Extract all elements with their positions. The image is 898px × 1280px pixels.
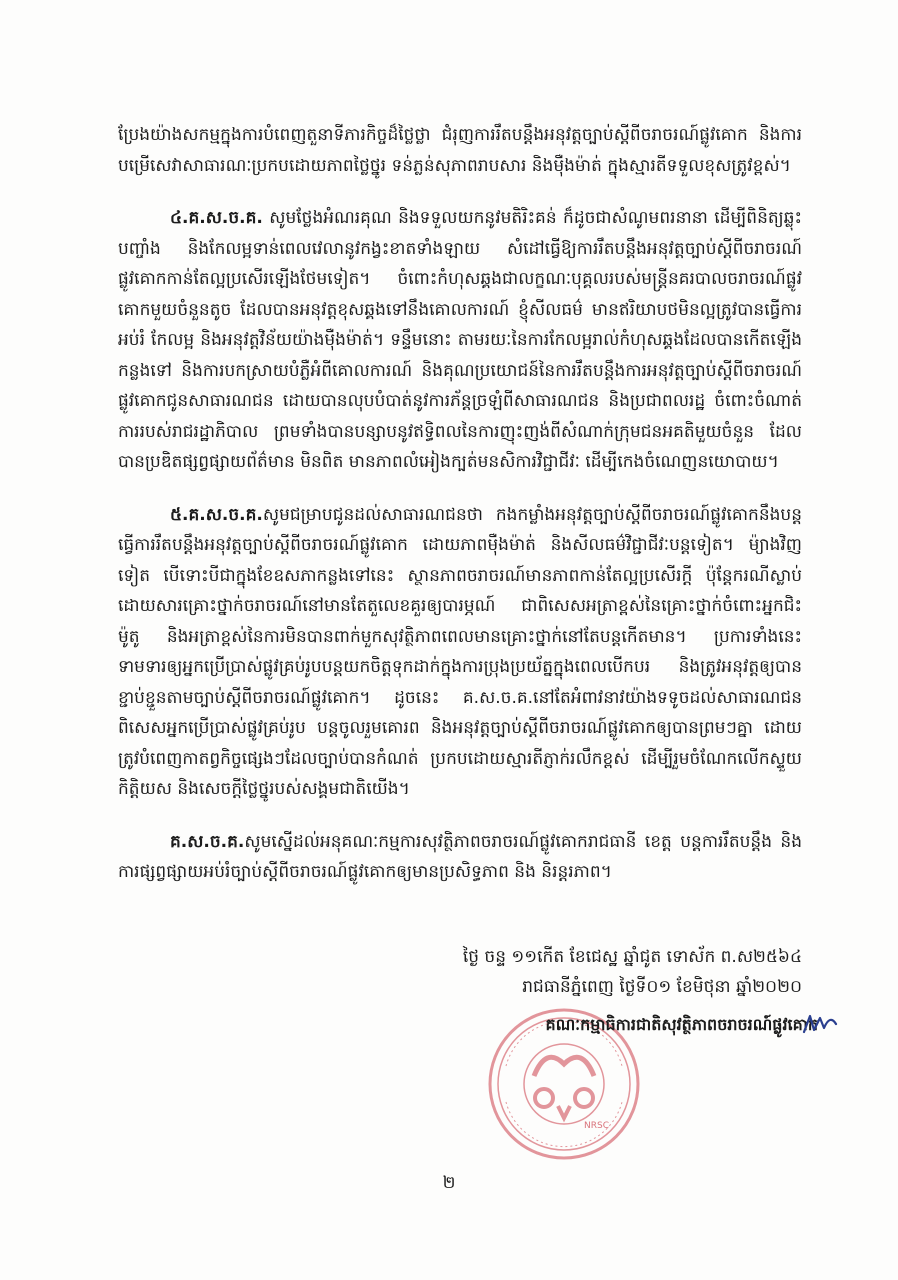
issuing-organization: គណៈកម្មាធិការជាតិសុវត្ថិភាពចរាចរណ៍ផ្លូវគោក bbox=[545, 1015, 818, 1034]
paragraph-4 bbox=[118, 203, 802, 478]
document-body bbox=[118, 120, 802, 910]
seal-abbrev: NRSC bbox=[584, 1121, 609, 1131]
date-block bbox=[382, 942, 802, 1002]
paragraph-lead: ៥.គ.ស.ច.គ. bbox=[170, 504, 263, 525]
page-number: ២ bbox=[442, 1173, 456, 1193]
paragraph-lead: គ.ស.ច.គ. bbox=[170, 831, 245, 852]
paragraph-intro bbox=[118, 120, 802, 181]
paragraph-text: សូមថ្លែងអំណរគុណ និងទទួលយកនូវមតិរិះគន់ ក៏ដូចជាសំណូមពរនានា ដើម្បីពិនិត្យឆ្លុះបញ្ចាំង និងកែលម្អទាន់ពេលវេលានូវកង្វះខាតទាំងឡាយ សំដៅធ្វើឱ្យការរឹតបន្តឹងអនុវត្តច្បាប់ស្ដីពីចរាចរណ៍ផ្លូវគោកកាន់តែល្អប្រសើរឡើងថែមទៀត។ ចំពោះកំហុសឆ្គងជាលក្ខណៈបុគ្គលរបស់មន្ត្រីនគរបាលចរាចរណ៍ផ្លូវគោកមួយចំនួនតូច ដែលបានអនុវត្តខុសឆ្គងទៅនឹងគោលការណ៍ ខ្ញុំសីលធម៌ មានឥរិយាបថមិនល្អត្រូវបានធ្វើការអប់រំ កែលម្អ និងអនុវត្តវិន័យយ៉ាងម៉ឺងម៉ាត់។ ទន្ទឹមនោះ តាមរយៈនៃការកែលម្អរាល់កំហុសឆ្គងដែលបានកើតឡើងកន្លងទៅ និងការបកស្រាយបំភ្លឺអំពីគោលការណ៍ និងគុណប្រយោជន៍នៃការរឹតបន្តឹងការអនុវត្តច្បាប់ស្ដីពីចរាចរណ៍ផ្លូវគោកជូនសាធារណជន ដោយបានលុបបំបាត់នូវការភ័ន្តច្រឡំពីសាធារណជន និងប្រជាពលរដ្ឋ ចំពោះចំណាត់ការរបស់រាជរដ្ឋាភិបាល ព្រមទាំងបានបន្សាបនូវឥទ្ធិពលនៃការញុះញង់ពីសំណាក់ក្រុមជនអគតិមួយចំនួន ដែលបានប្រឌិតផ្សព្វផ្សាយព័ត៌មាន មិនពិត មានភាពលំអៀងក្បត់មនសិការវិជ្ជាជីវៈ ដើម្បីកេងចំណេញនយោបាយ។ bbox=[118, 208, 802, 472]
place-date: រាជធានីភ្នំពេញ ថ្ងៃទី០១ ខែមិថុនា ឆ្នាំ២០២០ bbox=[522, 977, 802, 997]
paragraph-text: ប្រែងយ៉ាងសកម្មក្នុងការបំពេញតួនាទីភារកិច្ចដ៏ថ្លៃថ្លា ជំរុញការរឹតបន្តឹងអនុវត្តច្បាប់ស្ដីពីចរាចរណ៍ផ្លូវគោក និងការបម្រើសេវាសាធារណៈប្រកបដោយភាពថ្លៃថ្នូរ ទន់ភ្លន់សុភាពរាបសារ និងម៉ឺងម៉ាត់ ក្នុងស្មារតីទទួលខុសត្រូវខ្ពស់។ bbox=[118, 125, 802, 176]
lunar-date: ថ្ងៃ ចន្ទ ១១កើត ខែជេស្ឋ ឆ្នាំជូត ទោស័ក ព.ស២៥៦៤ bbox=[462, 947, 802, 967]
paragraph-lead: ៤.គ.ស.ច.គ. bbox=[170, 208, 263, 228]
paragraph-5 bbox=[118, 500, 802, 805]
paragraph-closing bbox=[118, 827, 802, 888]
paragraph-text: សូមស្នើដល់អនុគណៈកម្មការសុវត្ថិភាពចរាចរណ៍ផ្លូវគោករាជធានី ខេត្ត បន្តការរឹតបន្តឹង និងការផ្សព្វផ្សាយអប់រំច្បាប់ស្ដីពីចរាចរណ៍ផ្លូវគោកឲ្យមានប្រសិទ្ធភាព និង និរន្តរភាព។ bbox=[118, 831, 802, 882]
paragraph-text: សូមជម្រាបជូនដល់សាធារណជនថា កងកម្លាំងអនុវត្តច្បាប់ស្ដីពីចរាចរណ៍ផ្លូវគោកនឹងបន្តធ្វើការរឹតបន្តឹងអនុវត្តច្បាប់ស្ដីពីចរាចរណ៍ផ្លូវគោក ដោយភាពម៉ឺងម៉ាត់ និងសីលធម៌វិជ្ជាជីវៈបន្តទៀត។ ម៉្យាងវិញទៀត បើទោះបីជាក្នុងខែឧសភាកន្លងទៅនេះ ស្ថានភាពចរាចរណ៍មានភាពកាន់តែល្អប្រសើរក្ដី ប៉ុន្តែករណីស្លាប់ដោយសារគ្រោះថ្នាក់ចរាចរណ៍នៅមានតែតួលេខគួរឲ្យបារម្ភណ៍ ជាពិសេសអត្រាខ្ពស់នៃគ្រោះថ្នាក់ចំពោះអ្នកជិះម៉ូតូ និងអត្រាខ្ពស់នៃការមិនបានពាក់មួកសុវត្ថិភាពពេលមានគ្រោះថ្នាក់នៅតែបន្តកើតមាន។ ប្រការទាំងនេះ ទាមទារឲ្យអ្នកប្រើប្រាស់ផ្លូវគ្រប់រូបបន្តយកចិត្តទុកដាក់ក្នុងការប្រុងប្រយ័ត្នក្នុងពេលបើកបរ និងត្រូវអនុវត្តឲ្យបានខ្ជាប់ខ្ជួនតាមច្បាប់ស្ដីពីចរាចរណ៍ផ្លូវគោក។ ដូចនេះ គ.ស.ច.គ.នៅតែអំពាវនាវយ៉ាងទទូចដល់សាធារណជន ពិសេសអ្នកប្រើប្រាស់ផ្លូវគ្រប់រូប បន្តចូលរួមគោរព និងអនុវត្តច្បាប់ស្ដីពីចរាចរណ៍ផ្លូវគោកឲ្យបានព្រមៗគ្នា ដោយត្រូវបំពេញកាតព្វកិច្ចផ្សេងៗដែលច្បាប់បានកំណត់ ប្រកបដោយស្មារតីភ្ញាក់រលឹកខ្ពស់ ដើម្បីរួមចំណែកលើកស្ទួយកិត្តិយស និងសេចក្ដីថ្លៃថ្នូរបស់សង្គមជាតិយើង។ bbox=[118, 504, 802, 799]
signature-icon bbox=[800, 1010, 840, 1040]
